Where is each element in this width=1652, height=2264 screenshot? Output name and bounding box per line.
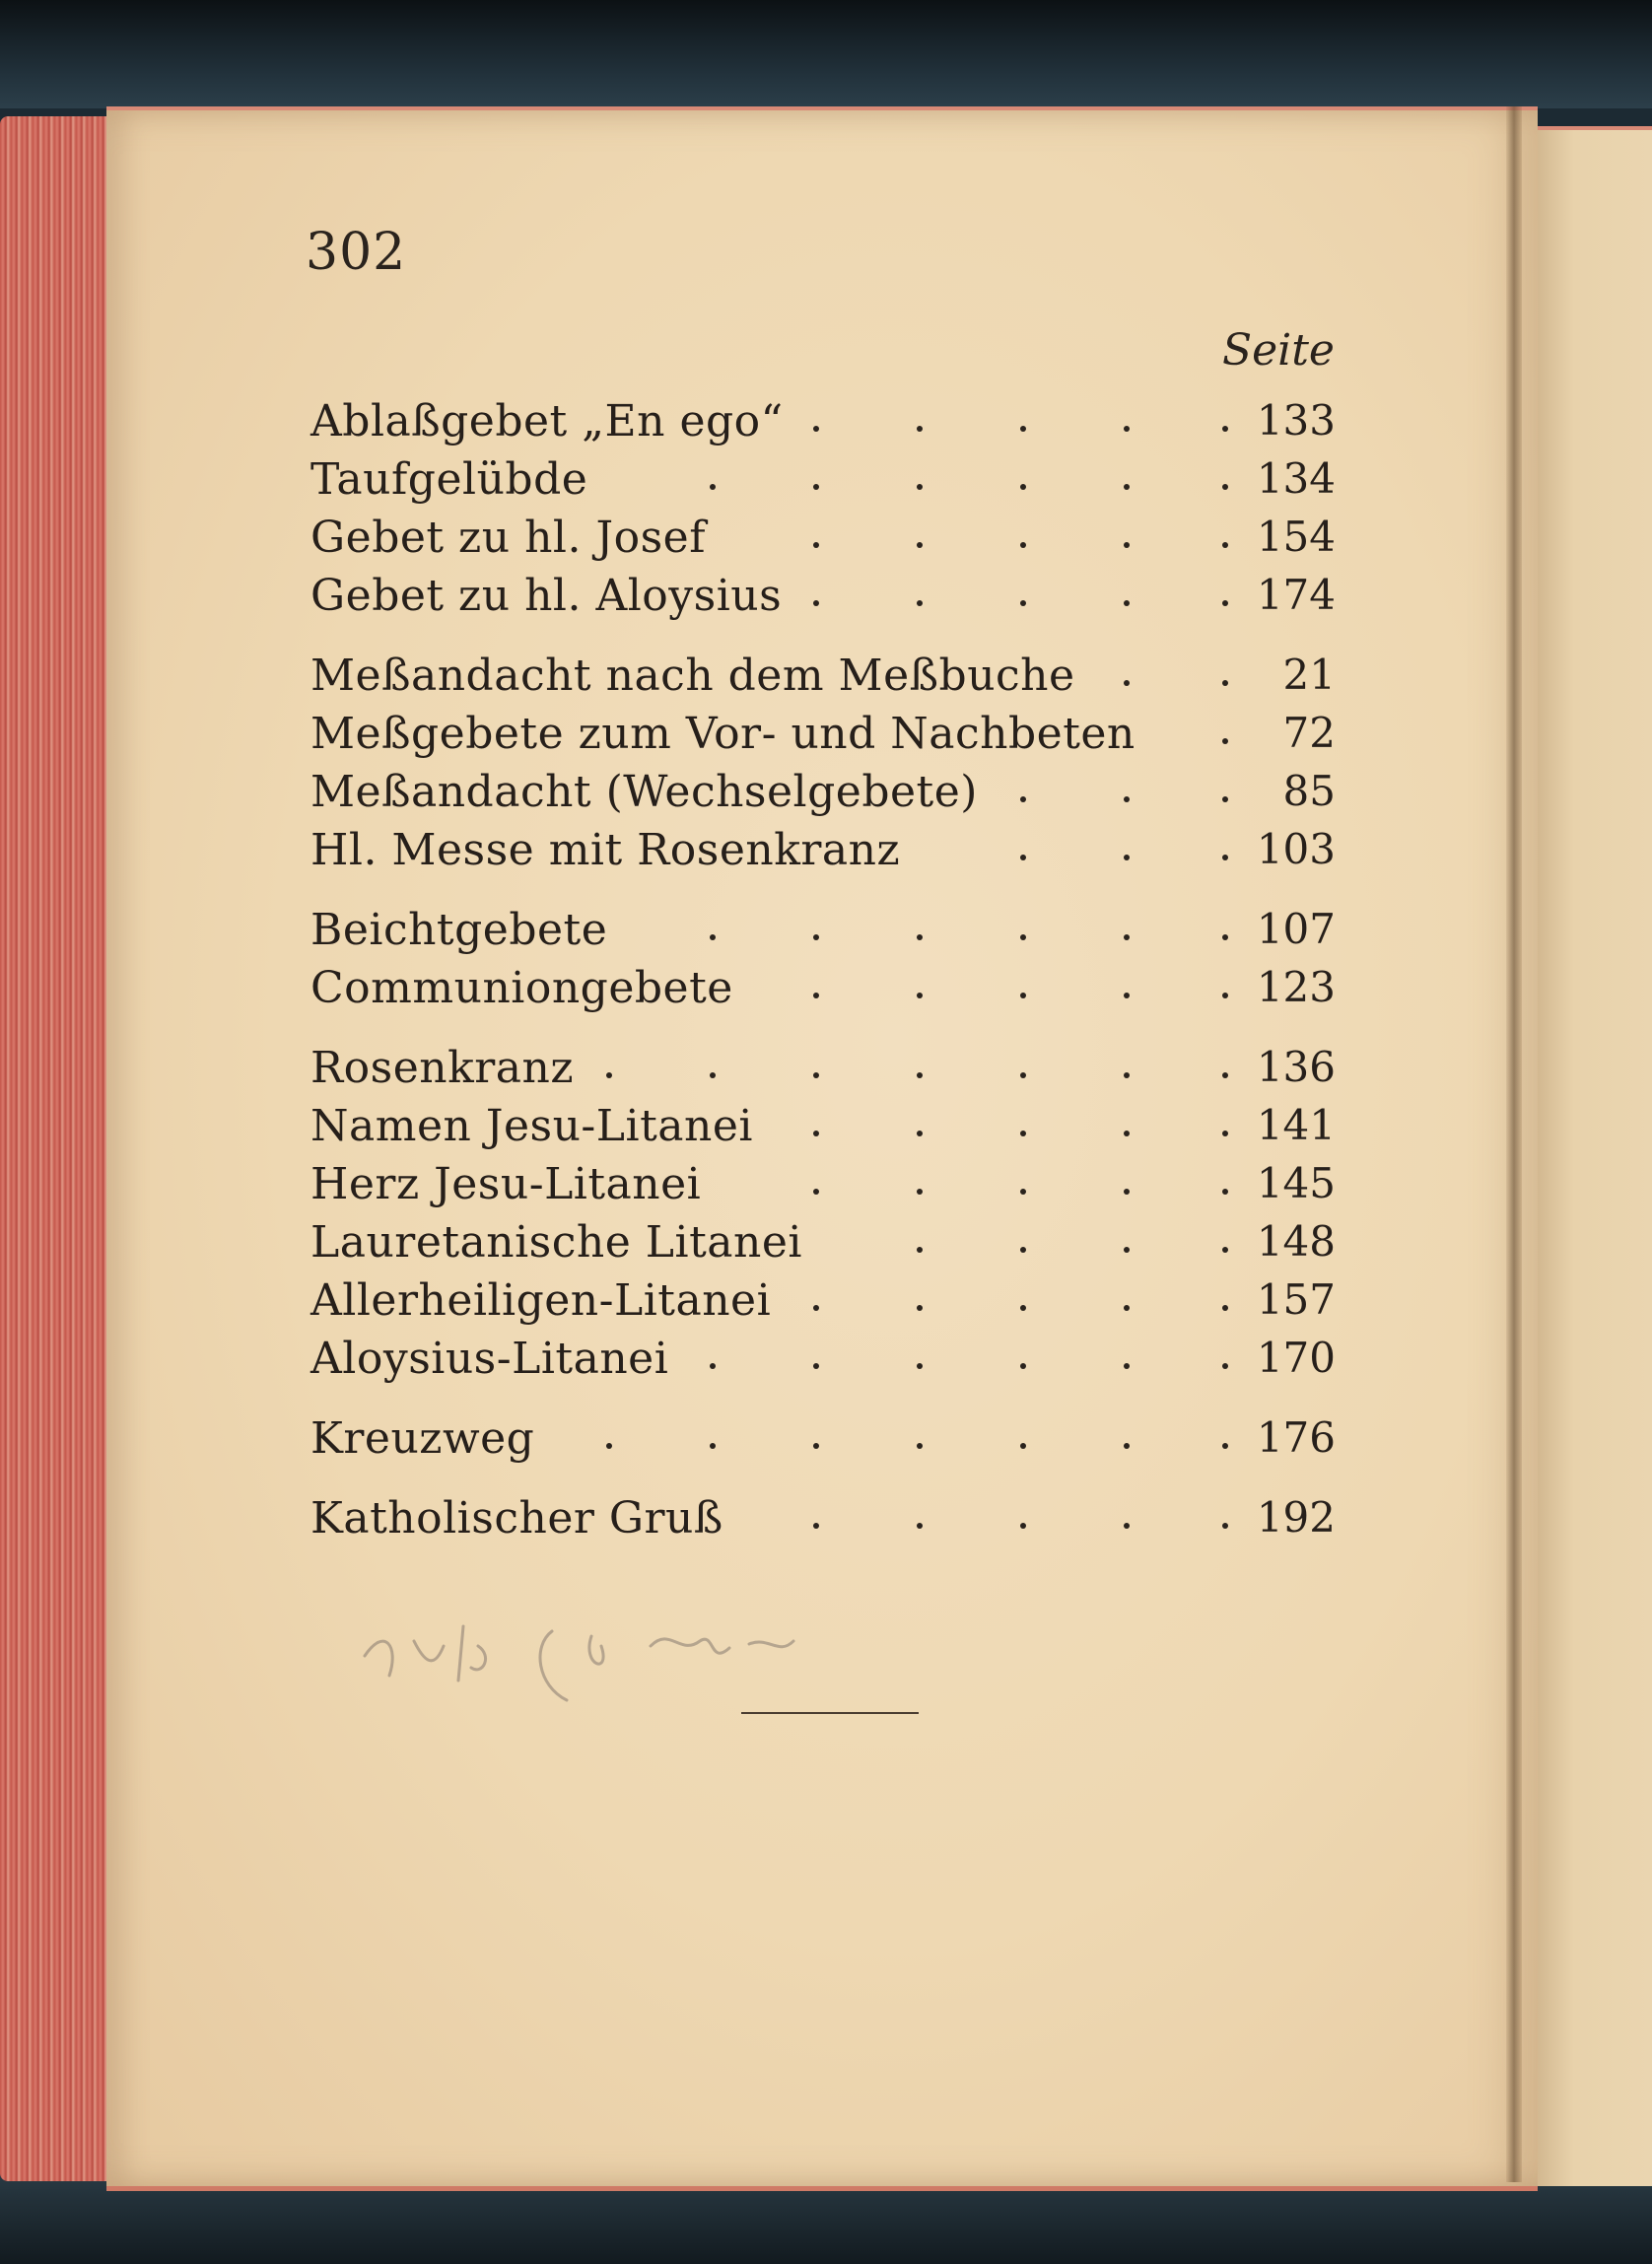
facing-page <box>1522 126 1652 2186</box>
leader-dot <box>917 1189 923 1195</box>
leader-dot <box>1222 738 1228 744</box>
leader-dot <box>813 1363 819 1369</box>
leader-dot <box>1222 1363 1228 1369</box>
dot-leader <box>310 825 1237 874</box>
toc-entry-page: 123 <box>1256 963 1336 1011</box>
section-divider <box>741 1712 919 1714</box>
leader-dot <box>1020 600 1026 606</box>
toc-entry <box>310 963 1336 1018</box>
leader-dot <box>813 1131 819 1136</box>
toc-entry-page: 170 <box>1256 1334 1336 1382</box>
toc-entry-title: Allerheiligen-Litanei <box>310 1275 772 1326</box>
dot-leader <box>310 396 1237 446</box>
leader-dot <box>1124 1305 1130 1311</box>
leader-dot <box>606 1443 612 1449</box>
leader-dot <box>1020 796 1026 802</box>
toc-entry-title: Herz Jesu-Litanei <box>310 1159 702 1209</box>
leader-dot <box>813 1072 819 1078</box>
leader-dot <box>1020 1305 1026 1311</box>
leader-dot <box>1222 542 1228 548</box>
leader-dot <box>1222 484 1228 490</box>
dot-leader <box>310 905 1237 954</box>
toc-entry <box>310 513 1336 568</box>
leader-dot <box>1020 1189 1026 1195</box>
leader-dot <box>1124 1072 1130 1078</box>
leader-dot <box>813 542 819 548</box>
dot-leader <box>310 651 1237 700</box>
toc-entry <box>310 1159 1336 1214</box>
toc-entry <box>310 905 1336 960</box>
toc-entry-page: 21 <box>1282 651 1336 699</box>
toc-entry <box>310 709 1336 764</box>
toc-entry-title: Taufgelübde <box>310 454 588 505</box>
toc-entry <box>310 454 1336 510</box>
leader-dot <box>1124 1189 1130 1195</box>
leader-dot <box>917 1131 923 1136</box>
toc-entry-page: 145 <box>1256 1159 1336 1207</box>
book-cover-top <box>0 0 1652 108</box>
leader-dot <box>1222 1523 1228 1529</box>
leader-dot <box>1020 993 1026 998</box>
leader-dot <box>1020 426 1026 432</box>
toc-entry-page: 103 <box>1256 825 1336 873</box>
leader-dot <box>1124 484 1130 490</box>
leader-dot <box>1222 600 1228 606</box>
toc-entry-title: Kreuzweg <box>310 1413 535 1464</box>
toc-entry-page: 174 <box>1256 571 1336 619</box>
leader-dot <box>1124 796 1130 802</box>
toc-entry <box>310 396 1336 451</box>
leader-dot <box>813 600 819 606</box>
toc-entry-page: 157 <box>1256 1275 1336 1324</box>
leader-dot <box>1222 1247 1228 1253</box>
leader-dot <box>1222 426 1228 432</box>
dot-leader <box>310 1043 1237 1092</box>
toc-entry <box>310 1413 1336 1469</box>
leader-dot <box>1020 1363 1026 1369</box>
leader-dot <box>917 484 923 490</box>
leader-dot <box>1222 1189 1228 1195</box>
toc-entry-title: Rosenkranz <box>310 1043 575 1093</box>
leader-dot <box>1124 934 1130 940</box>
leader-dot <box>1222 934 1228 940</box>
toc-entry-title: Lauretanische Litanei <box>310 1217 802 1268</box>
book-gutter <box>1506 106 1522 2182</box>
dot-leader <box>310 454 1237 504</box>
leader-dot <box>1222 1072 1228 1078</box>
leader-dot <box>1124 680 1130 686</box>
toc-entry-page: 148 <box>1256 1217 1336 1266</box>
toc-entry-title: Gebet zu hl. Josef <box>310 513 706 563</box>
toc-entry <box>310 1275 1336 1331</box>
leader-dot <box>1020 934 1026 940</box>
toc-entry <box>310 825 1336 880</box>
toc-entry-title: Meßandacht (Wechselgebete) <box>310 767 978 817</box>
leader-dot <box>813 1189 819 1195</box>
pencil-scribble <box>355 1587 907 1715</box>
toc-entry-page: 176 <box>1256 1413 1336 1462</box>
toc-entry-page: 192 <box>1256 1493 1336 1542</box>
leader-dot <box>1124 993 1130 998</box>
toc-entry-title: Gebet zu hl. Aloysius <box>310 571 783 621</box>
dot-leader <box>310 767 1237 816</box>
leader-dot <box>1124 1523 1130 1529</box>
leader-dot <box>917 1443 923 1449</box>
toc-entry-title: Communiongebete <box>310 963 733 1013</box>
toc-entry-page: 134 <box>1256 454 1336 503</box>
leader-dot <box>1222 1131 1228 1136</box>
toc-entry-page: 141 <box>1256 1101 1336 1149</box>
toc-entry-page: 133 <box>1256 396 1336 445</box>
dot-leader <box>310 513 1237 562</box>
toc-entry <box>310 1217 1336 1272</box>
leader-dot <box>1124 600 1130 606</box>
leader-dot <box>917 600 923 606</box>
leader-dot <box>813 1305 819 1311</box>
leader-dot <box>710 1363 716 1369</box>
dot-leader <box>310 1334 1237 1383</box>
toc-entry <box>310 1334 1336 1389</box>
leader-dot <box>1124 426 1130 432</box>
leader-dot <box>1020 484 1026 490</box>
toc-entry-page: 154 <box>1256 513 1336 561</box>
leader-dot <box>813 1443 819 1449</box>
toc-entry-page: 107 <box>1256 905 1336 953</box>
toc-entry <box>310 1043 1336 1098</box>
leader-dot <box>1222 1305 1228 1311</box>
toc-entry-title: Meßgebete zum Vor- und Nachbeten <box>310 709 1136 759</box>
dot-leader <box>310 1101 1237 1150</box>
leader-dot <box>813 1523 819 1529</box>
leader-dot <box>813 484 819 490</box>
dot-leader <box>310 1493 1237 1543</box>
leader-dot <box>606 1072 612 1078</box>
toc-entry-title: Beichtgebete <box>310 905 608 955</box>
leader-dot <box>710 484 716 490</box>
leader-dot <box>1124 542 1130 548</box>
leader-dot <box>1124 1247 1130 1253</box>
leader-dot <box>710 1443 716 1449</box>
leader-dot <box>1020 855 1026 860</box>
toc-entry <box>310 1493 1336 1548</box>
toc-entry-title: Aloysius-Litanei <box>310 1334 669 1384</box>
toc-entry-title: Namen Jesu-Litanei <box>310 1101 753 1151</box>
leader-dot <box>1222 1443 1228 1449</box>
toc-entry <box>310 767 1336 822</box>
leader-dot <box>1020 1247 1026 1253</box>
leader-dot <box>917 426 923 432</box>
leader-dot <box>1222 796 1228 802</box>
leader-dot <box>1020 1131 1026 1136</box>
toc-entry <box>310 651 1336 706</box>
dot-leader <box>310 1413 1237 1463</box>
leader-dot <box>1222 855 1228 860</box>
leader-dot <box>1124 1363 1130 1369</box>
leader-dot <box>1124 855 1130 860</box>
leader-dot <box>710 934 716 940</box>
leader-dot <box>1222 680 1228 686</box>
toc-entry-page: 136 <box>1256 1043 1336 1091</box>
dot-leader <box>310 571 1237 620</box>
leader-dot <box>1020 1443 1026 1449</box>
page-column-header: Seite <box>1222 325 1335 376</box>
leader-dot <box>1124 1443 1130 1449</box>
toc-entry <box>310 571 1336 626</box>
leader-dot <box>917 1072 923 1078</box>
leader-dot <box>813 934 819 940</box>
leader-dot <box>1020 1072 1026 1078</box>
leader-dot <box>917 1247 923 1253</box>
leader-dot <box>917 1523 923 1529</box>
toc-entry-page: 85 <box>1282 767 1336 815</box>
dot-leader <box>310 1275 1237 1325</box>
toc-entry-page: 72 <box>1282 709 1336 757</box>
toc-entry-title: Ablaßgebet „En ego“ <box>310 396 784 446</box>
leader-dot <box>917 1305 923 1311</box>
leader-dot <box>917 542 923 548</box>
leader-dot <box>1124 1131 1130 1136</box>
dot-leader <box>310 963 1237 1012</box>
leader-dot <box>1020 1523 1026 1529</box>
toc-entry-title: Meßandacht nach dem Meßbuche <box>310 651 1075 701</box>
dot-leader <box>310 1159 1237 1208</box>
leader-dot <box>917 1363 923 1369</box>
toc-entry-title: Hl. Messe mit Rosenkranz <box>310 825 901 875</box>
leader-dot <box>1020 542 1026 548</box>
toc-entry <box>310 1101 1336 1156</box>
leader-dot <box>917 993 923 998</box>
dot-leader <box>310 1217 1237 1267</box>
leader-dot <box>813 993 819 998</box>
leader-dot <box>813 426 819 432</box>
leader-dot <box>917 934 923 940</box>
dot-leader <box>310 709 1237 758</box>
toc-entry-title: Katholischer Gruß <box>310 1493 723 1544</box>
page-number: 302 <box>306 223 407 282</box>
leader-dot <box>710 1072 716 1078</box>
leader-dot <box>1222 993 1228 998</box>
